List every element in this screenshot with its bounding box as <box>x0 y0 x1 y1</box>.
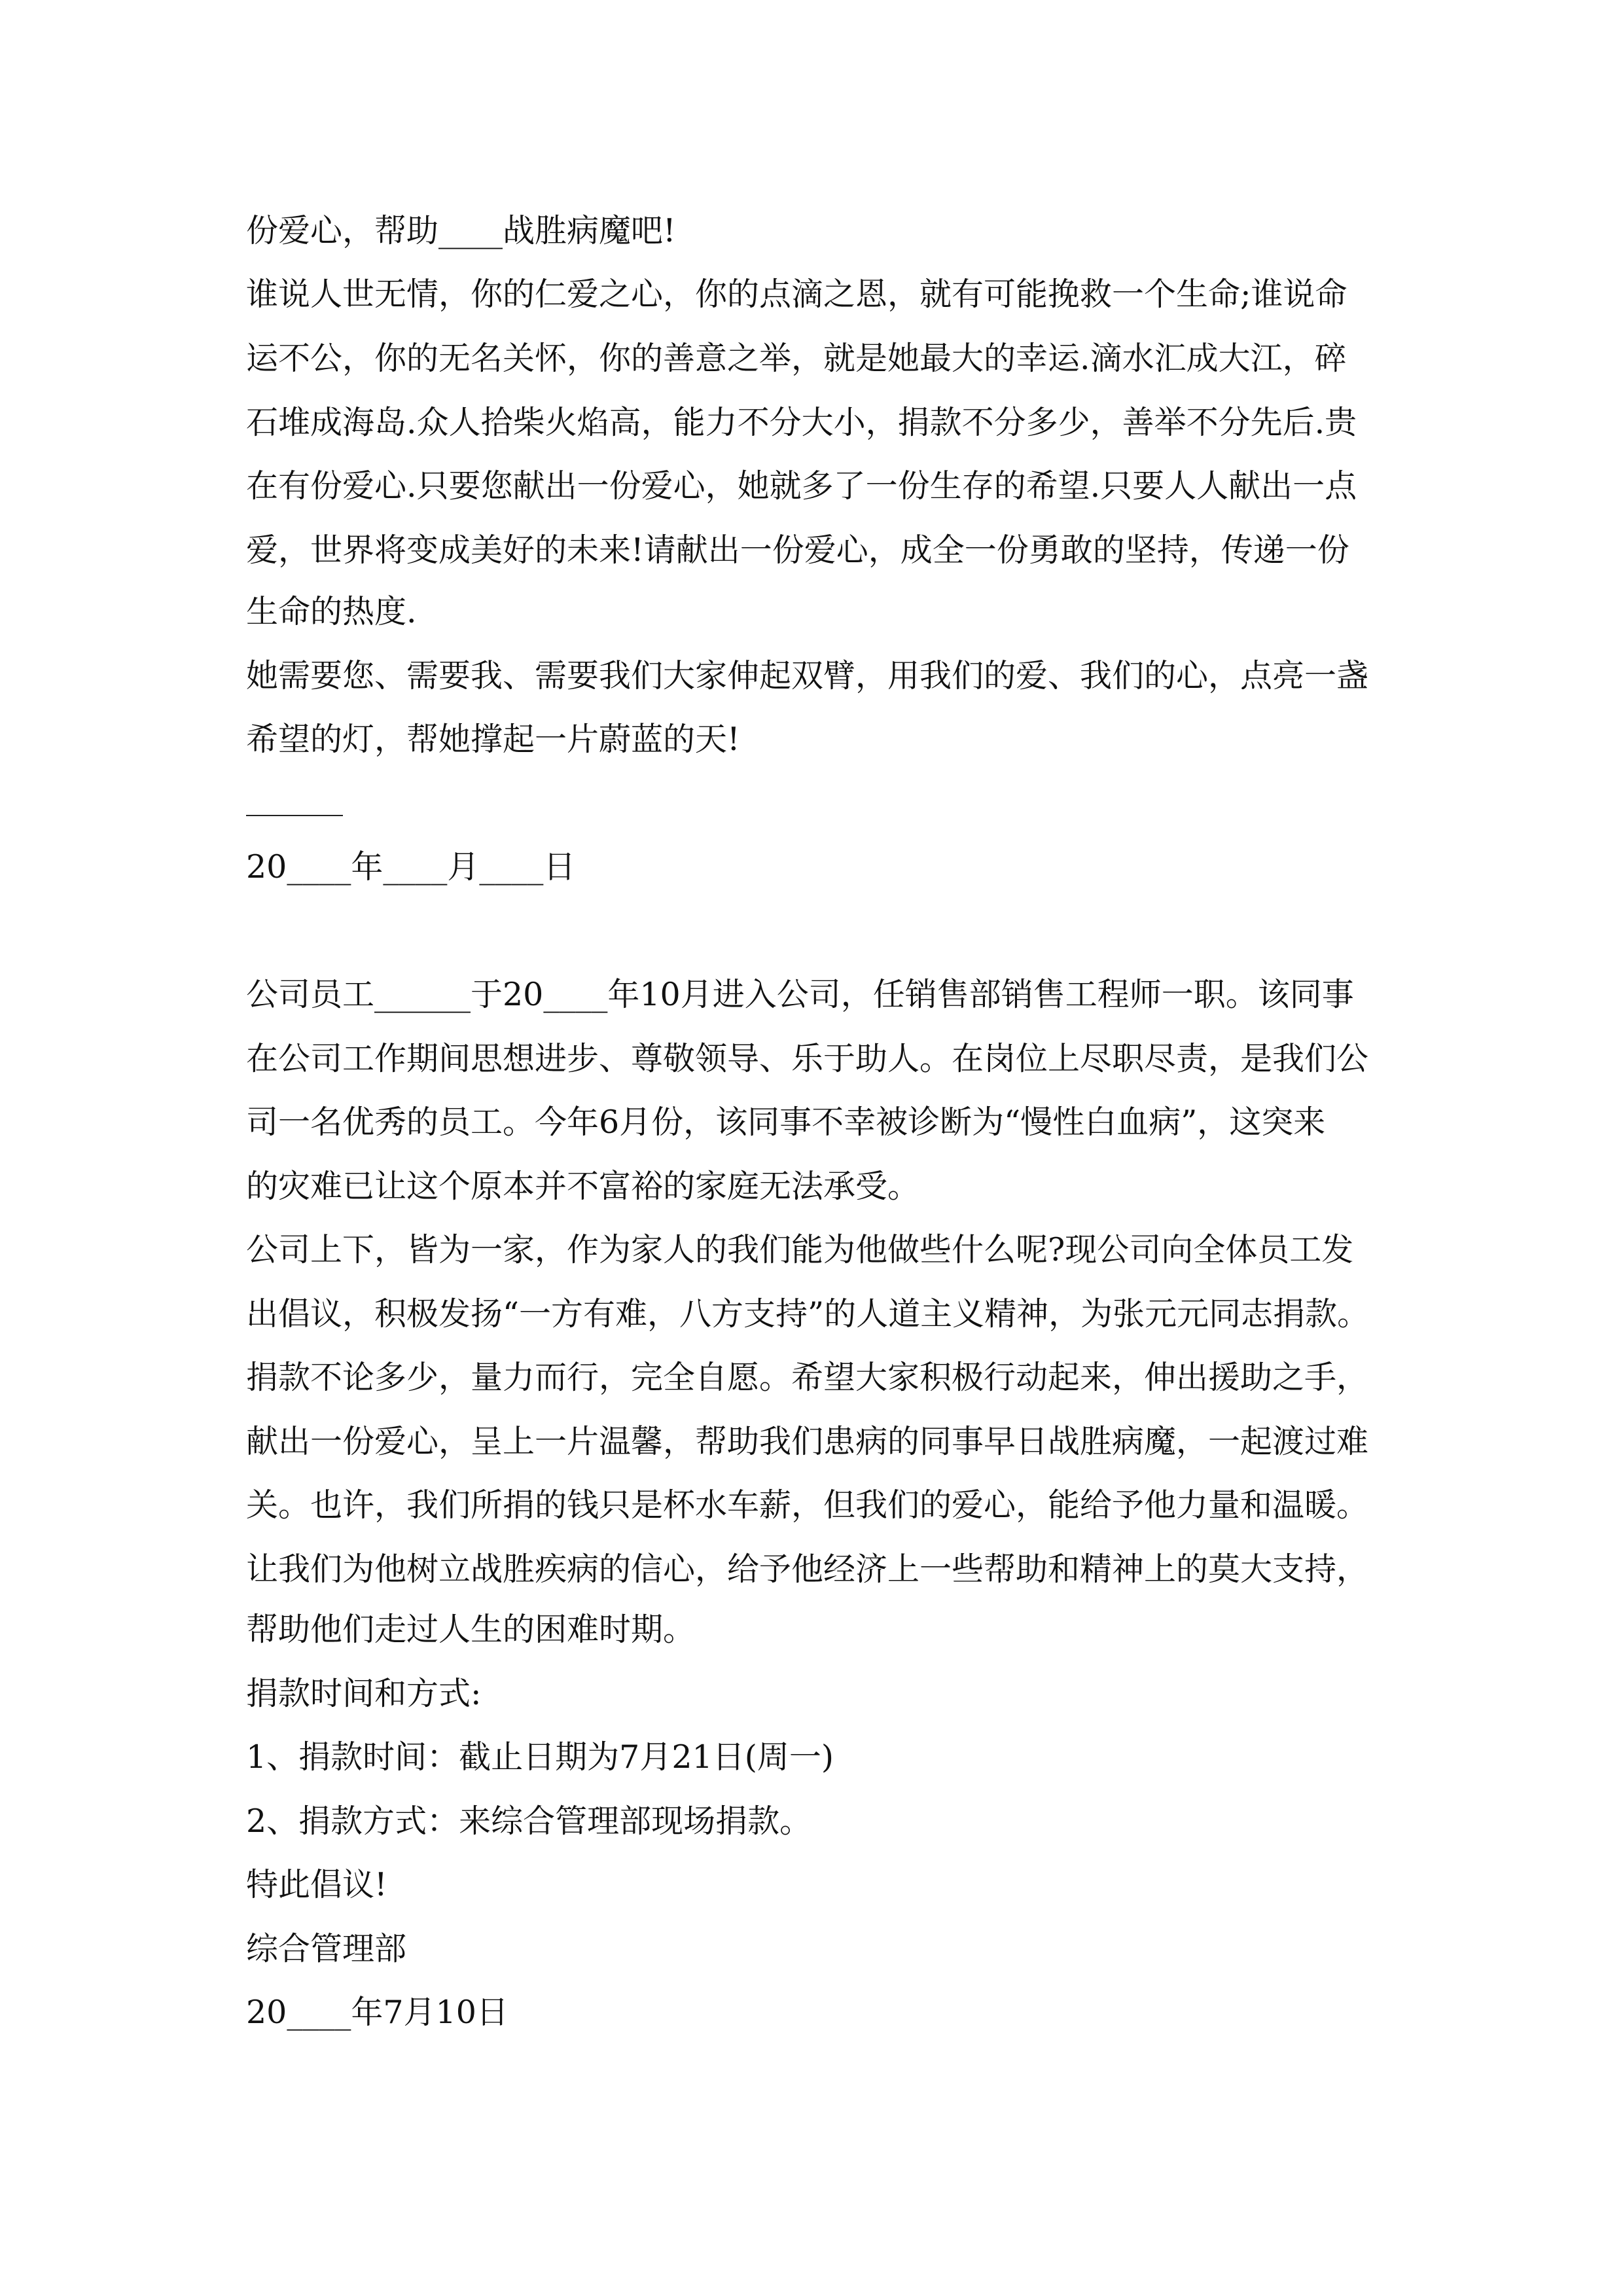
date-line: 20____年7月10日 <box>246 1994 508 2031</box>
paragraph-line: 献出一份爱心，呈上一片温馨，帮助我们患病的同事早日战胜病魔，一起渡过难 <box>246 1423 1369 1460</box>
paragraph-line: 关。也许，我们所捐的钱只是杯水车薪，但我们的爱心，能给予他力量和温暖。 <box>246 1486 1369 1524</box>
signature-department: 综合管理部 <box>246 1930 407 1967</box>
closing-line: 特此倡议! <box>246 1866 387 1903</box>
section-heading: 捐款时间和方式: <box>246 1675 482 1712</box>
paragraph-line: 在公司工作期间思想进步、尊敬领导、乐于助人。在岗位上尽职尽责，是我们公 <box>246 1040 1369 1077</box>
date-line: 20____年____月____日 <box>246 848 576 886</box>
paragraph-line: 谁说人世无情，你的仁爱之心，你的点滴之恩，就有可能挽救一个生命;谁说命 <box>246 276 1347 313</box>
paragraph-line: 的灾难已让这个原本并不富裕的家庭无法承受。 <box>246 1168 920 1205</box>
paragraph-line: 帮助他们走过人生的困难时期。 <box>246 1611 696 1648</box>
list-item: 2、捐款方式：来综合管理部现场捐款。 <box>246 1803 812 1840</box>
paragraph-line: 让我们为他树立战胜疾病的信心，给予他经济上一些帮助和精神上的莫大支持， <box>246 1551 1369 1588</box>
paragraph-line: 运不公，你的无名关怀，你的善意之举，就是她最大的幸运.滴水汇成大江，碎 <box>246 340 1347 377</box>
paragraph-line: 公司员工______于20____年10月进入公司，任销售部销售工程师一职。该同事 <box>246 976 1354 1013</box>
list-item: 1、捐款时间：截止日期为7月21日(周一) <box>246 1738 834 1776</box>
paragraph-line: 出倡议，积极发扬“一方有难，八方支持”的人道主义精神，为张元元同志捐款。 <box>246 1295 1370 1333</box>
paragraph-line: 公司上下，皆为一家，作为家人的我们能为他做些什么呢?现公司向全体员工发 <box>246 1231 1354 1268</box>
signature-blank-line <box>246 815 343 816</box>
paragraph-line: 在有份爱心.只要您献出一份爱心，她就多了一份生存的希望.只要人人献出一点 <box>246 467 1357 505</box>
paragraph-line: 希望的灯，帮她撑起一片蔚蓝的天! <box>246 721 740 758</box>
paragraph-line: 司一名优秀的员工。今年6月份，该同事不幸被诊断为“慢性白血病”，这突来 <box>246 1103 1326 1141</box>
paragraph-line: 她需要您、需要我、需要我们大家伸起双臂，用我们的爱、我们的心，点亮一盏 <box>246 657 1369 694</box>
paragraph-line: 捐款不论多少，量力而行，完全自愿。希望大家积极行动起来，伸出援助之手， <box>246 1359 1369 1396</box>
paragraph-line: 爱，世界将变成美好的未来!请献出一份爱心，成全一份勇敢的坚持，传递一份 <box>246 531 1349 569</box>
paragraph-line: 生命的热度. <box>246 593 417 630</box>
paragraph-line: 石堆成海岛.众人拾柴火焰高，能力不分大小，捐款不分多少，善举不分先后.贵 <box>246 404 1357 441</box>
paragraph-line: 份爱心，帮助____战胜病魔吧! <box>246 212 676 249</box>
